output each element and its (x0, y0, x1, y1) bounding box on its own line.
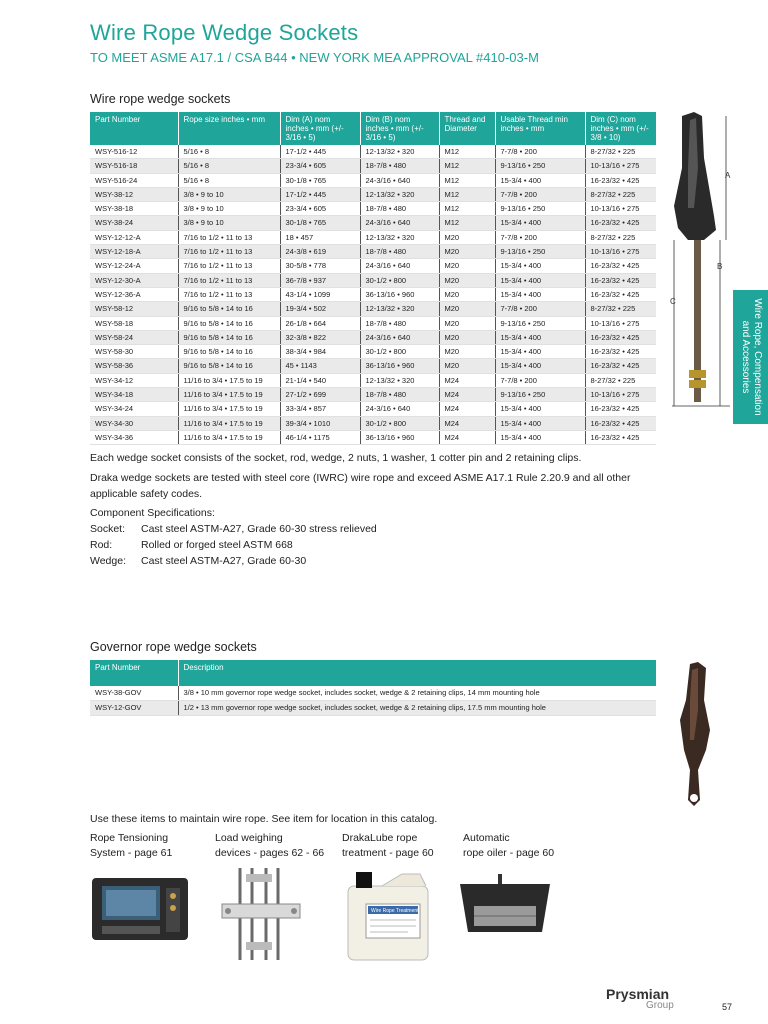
table-cell: 1/2 • 13 mm governor rope wedge socket, includes socket, wedge & 2 retaining clips, 17.5 mm mounting hole (178, 701, 656, 716)
spec-label: Rod: (90, 539, 113, 551)
governor-socket-table (90, 660, 656, 716)
table-cell: 18-7/8 • 480 (360, 202, 439, 216)
table-row (90, 416, 656, 430)
table-cell: 15-3/4 • 400 (495, 359, 585, 373)
table-cell: 24-3/16 • 640 (360, 402, 439, 416)
table-cell: 18-7/8 • 480 (360, 245, 439, 259)
col-header: Usable Thread min inches • mm (495, 112, 585, 145)
table-row (90, 359, 656, 373)
table-cell: WSY-58-18 (90, 316, 178, 330)
table-cell: M24 (439, 373, 495, 387)
table-cell: 3/8 • 9 to 10 (178, 216, 280, 230)
table-cell: M20 (439, 345, 495, 359)
table-row (90, 145, 656, 159)
table-cell: 9-13/16 • 250 (495, 316, 585, 330)
side-tab-line-2: and Accessories (739, 320, 751, 394)
table-cell: 24-3/16 • 640 (360, 330, 439, 344)
table-cell: 15-3/4 • 400 (495, 330, 585, 344)
table-cell: 9-13/16 • 250 (495, 202, 585, 216)
table-cell: 3/8 • 9 to 10 (178, 202, 280, 216)
table-cell: M20 (439, 245, 495, 259)
table-cell: M12 (439, 216, 495, 230)
maintain-item-caption (463, 831, 554, 861)
table-row (90, 230, 656, 244)
table-row (90, 686, 656, 701)
table-cell: WSY-516-18 (90, 159, 178, 173)
caption-line: devices - pages 62 - 66 (215, 847, 325, 859)
brand-logo: Prysmian (606, 986, 670, 1002)
table-cell: M12 (439, 173, 495, 187)
table-cell: 12-13/32 • 320 (360, 187, 439, 201)
table-cell: 30-1/2 • 800 (360, 273, 439, 287)
table-cell: 16-23/32 • 425 (585, 259, 656, 273)
table-cell: WSY-34-18 (90, 388, 178, 402)
table-cell: 5/16 • 8 (178, 173, 280, 187)
table-cell: WSY-34-24 (90, 402, 178, 416)
table-cell: M24 (439, 402, 495, 416)
table-cell: 16-23/32 • 425 (585, 216, 656, 230)
table-cell: 32-3/8 • 822 (280, 330, 360, 344)
table-cell: 16-23/32 • 425 (585, 273, 656, 287)
table-cell: 16-23/32 • 425 (585, 416, 656, 430)
table-cell: WSY-12-GOV (90, 701, 178, 716)
table-cell: 9-13/16 • 250 (495, 245, 585, 259)
table-cell: 11/16 to 3/4 • 17.5 to 19 (178, 402, 280, 416)
table-row (90, 187, 656, 201)
table-cell: M20 (439, 273, 495, 287)
jug-label-text: Wire Rope Treatment (371, 908, 419, 914)
side-tab-line-1: Wire Rope, Compensation (751, 298, 763, 416)
table-cell: 36-13/16 • 960 (360, 287, 439, 301)
table-cell: 24-3/16 • 640 (360, 173, 439, 187)
spec-line (90, 521, 377, 537)
table-cell: WSY-12-18-A (90, 245, 178, 259)
table-cell: WSY-12-24-A (90, 259, 178, 273)
page-number: 57 (722, 1002, 733, 1012)
table-cell: 16-23/32 • 425 (585, 402, 656, 416)
table-cell: 5/16 • 8 (178, 159, 280, 173)
table-cell: WSY-12-30-A (90, 273, 178, 287)
section-heading-wedge-sockets: Wire rope wedge sockets (90, 92, 231, 106)
caption-line: DrakaLube rope (342, 832, 418, 844)
table-cell: 43-1/4 • 1099 (280, 287, 360, 301)
table-cell: M20 (439, 359, 495, 373)
table-cell: 15-3/4 • 400 (495, 430, 585, 444)
table-cell: M20 (439, 287, 495, 301)
table-cell: 30-1/8 • 765 (280, 173, 360, 187)
table-cell: 24-3/16 • 640 (360, 259, 439, 273)
table-cell: 7-7/8 • 200 (495, 302, 585, 316)
spec-label: Socket: (90, 523, 126, 535)
table-row (90, 259, 656, 273)
dimension-label-a: A (725, 171, 731, 180)
col-header: Part Number (90, 660, 178, 686)
table-cell: 26-1/8 • 664 (280, 316, 360, 330)
col-header: Thread and Diameter (439, 112, 495, 145)
table-cell: M20 (439, 302, 495, 316)
spec-value: Rolled or forged steel ASTM 668 (141, 539, 293, 551)
table-cell: 18 • 457 (280, 230, 360, 244)
table-cell: 10-13/16 • 275 (585, 159, 656, 173)
table-cell: 12-13/32 • 320 (360, 373, 439, 387)
table-cell: 30-1/8 • 765 (280, 216, 360, 230)
table-row (90, 330, 656, 344)
table-cell: 12-13/32 • 320 (360, 302, 439, 316)
page-title: Wire Rope Wedge Sockets (90, 20, 359, 45)
maintain-item-caption (215, 831, 324, 861)
caption-line: System - page 61 (90, 847, 173, 859)
table-cell: 7-7/8 • 200 (495, 373, 585, 387)
table-cell: WSY-58-36 (90, 359, 178, 373)
dimension-label-c: C (670, 297, 676, 306)
table-cell: 15-3/4 • 400 (495, 345, 585, 359)
table-cell: 7-7/8 • 200 (495, 230, 585, 244)
table-cell: 36-13/16 • 960 (360, 359, 439, 373)
table-cell: 16-23/32 • 425 (585, 430, 656, 444)
caption-line: treatment - page 60 (342, 847, 434, 859)
table-cell: 23-3/4 • 605 (280, 202, 360, 216)
table-cell: 39-3/4 • 1010 (280, 416, 360, 430)
table-row (90, 316, 656, 330)
table-cell: WSY-34-36 (90, 430, 178, 444)
table-row (90, 302, 656, 316)
table-cell: 45 • 1143 (280, 359, 360, 373)
table-cell: 11/16 to 3/4 • 17.5 to 19 (178, 416, 280, 430)
table-cell: 24-3/8 • 619 (280, 245, 360, 259)
table-cell: 16-23/32 • 425 (585, 330, 656, 344)
table-cell: 3/8 • 9 to 10 (178, 187, 280, 201)
table-cell: WSY-38-GOV (90, 686, 178, 701)
table-cell: 15-3/4 • 400 (495, 287, 585, 301)
caption-line: Automatic (463, 832, 510, 844)
table-cell: 16-23/32 • 425 (585, 345, 656, 359)
table-cell: 9/16 to 5/8 • 14 to 16 (178, 330, 280, 344)
table-cell: WSY-34-12 (90, 373, 178, 387)
table-row (90, 345, 656, 359)
table-cell: 15-3/4 • 400 (495, 402, 585, 416)
rope-tensioning-device-image (90, 874, 192, 946)
table-cell: M24 (439, 416, 495, 430)
table-cell: 9/16 to 5/8 • 14 to 16 (178, 316, 280, 330)
col-header: Description (178, 660, 656, 686)
testing-note: Draka wedge sockets are tested with steel core (IWRC) wire rope and exceed ASME A17.1 Rule 2.20.9 and all other applicable safety codes. (90, 472, 631, 500)
table-cell: 7-7/8 • 200 (495, 187, 585, 201)
caption-line: Load weighing (215, 832, 283, 844)
table-cell: 7-7/8 • 200 (495, 145, 585, 159)
caption-line: rope oiler - page 60 (463, 847, 555, 859)
table-cell: M20 (439, 316, 495, 330)
table-cell: M20 (439, 259, 495, 273)
table-cell: M20 (439, 330, 495, 344)
spec-value: Cast steel ASTM-A27, Grade 60-30 stress relieved (141, 523, 377, 535)
table-row (90, 373, 656, 387)
table-cell: 8-27/32 • 225 (585, 230, 656, 244)
load-weighing-device-image (218, 866, 304, 962)
brand-logo-sub: Group (646, 1000, 674, 1011)
table-cell: 9/16 to 5/8 • 14 to 16 (178, 345, 280, 359)
table-cell: 7/16 to 1/2 • 11 to 13 (178, 259, 280, 273)
maintain-intro: Use these items to maintain wire rope. See item for location in this catalog. (90, 813, 438, 825)
table-cell: 8-27/32 • 225 (585, 302, 656, 316)
table-cell: M24 (439, 388, 495, 402)
table-cell: 21-1/4 • 540 (280, 373, 360, 387)
table-row (90, 701, 656, 716)
table-cell: 9-13/16 • 250 (495, 388, 585, 402)
table-cell: 7/16 to 1/2 • 11 to 13 (178, 230, 280, 244)
table-cell: 3/8 • 10 mm governor rope wedge socket, includes socket, wedge & 2 retaining clips, 14 mm mounting hole (178, 686, 656, 701)
table-cell: 18-7/8 • 480 (360, 159, 439, 173)
wedge-socket-table (90, 112, 656, 445)
table-cell: 11/16 to 3/4 • 17.5 to 19 (178, 388, 280, 402)
table-cell: 30-5/8 • 778 (280, 259, 360, 273)
spec-label: Wedge: (90, 555, 126, 567)
section-heading-governor: Governor rope wedge sockets (90, 640, 257, 654)
drakalube-jug-image (342, 868, 434, 964)
table-header-row (90, 660, 656, 686)
table-cell: 12-13/32 • 320 (360, 145, 439, 159)
table-cell: M20 (439, 230, 495, 244)
table-cell: 7/16 to 1/2 • 11 to 13 (178, 245, 280, 259)
table-cell: WSY-38-24 (90, 216, 178, 230)
table-cell: WSY-516-24 (90, 173, 178, 187)
table-cell: 15-3/4 • 400 (495, 173, 585, 187)
col-header: Dim (B) nom inches • mm (+/- 3/16 • 5) (360, 112, 439, 145)
table-row (90, 388, 656, 402)
table-cell: WSY-34-30 (90, 416, 178, 430)
rope-oiler-image (456, 870, 554, 942)
table-cell: 7/16 to 1/2 • 11 to 13 (178, 287, 280, 301)
section-side-tab (733, 290, 768, 424)
governor-socket-image (676, 660, 720, 810)
table-row (90, 430, 656, 444)
table-cell: 7/16 to 1/2 • 11 to 13 (178, 273, 280, 287)
col-header: Rope size inches • mm (178, 112, 280, 145)
table-cell: 10-13/16 • 275 (585, 316, 656, 330)
spec-line (90, 553, 306, 569)
table-cell: 12-13/32 • 320 (360, 230, 439, 244)
specs-heading: Component Specifications: (90, 507, 215, 519)
table-cell: 36-7/8 • 937 (280, 273, 360, 287)
table-cell: 9/16 to 5/8 • 14 to 16 (178, 302, 280, 316)
col-header: Part Number (90, 112, 178, 145)
table-cell: WSY-58-12 (90, 302, 178, 316)
table-cell: 8-27/32 • 225 (585, 187, 656, 201)
table-cell: WSY-38-18 (90, 202, 178, 216)
table-row (90, 202, 656, 216)
table-cell: M12 (439, 187, 495, 201)
table-cell: 36-13/16 • 960 (360, 430, 439, 444)
table-cell: 46-1/4 • 1175 (280, 430, 360, 444)
table-cell: 18-7/8 • 480 (360, 388, 439, 402)
table-cell: M24 (439, 430, 495, 444)
table-row (90, 273, 656, 287)
table-row (90, 245, 656, 259)
table-cell: WSY-58-24 (90, 330, 178, 344)
wedge-socket-diagram (660, 108, 736, 413)
table-cell: WSY-12-36-A (90, 287, 178, 301)
kit-contents-note: Each wedge socket consists of the socket, rod, wedge, 2 nuts, 1 washer, 1 cotter pin and 2 retaining clips. (90, 452, 582, 464)
table-cell: WSY-38-12 (90, 187, 178, 201)
table-row (90, 216, 656, 230)
table-cell: 10-13/16 • 275 (585, 202, 656, 216)
table-cell: 17-1/2 • 445 (280, 187, 360, 201)
table-cell: M12 (439, 202, 495, 216)
table-cell: WSY-12-12-A (90, 230, 178, 244)
table-cell: 30-1/2 • 800 (360, 416, 439, 430)
table-cell: 17-1/2 • 445 (280, 145, 360, 159)
table-cell: 10-13/16 • 275 (585, 388, 656, 402)
table-cell: 30-1/2 • 800 (360, 345, 439, 359)
table-cell: 15-3/4 • 400 (495, 416, 585, 430)
table-cell: 15-3/4 • 400 (495, 216, 585, 230)
spec-line (90, 537, 293, 553)
table-cell: 8-27/32 • 225 (585, 373, 656, 387)
table-cell: 27-1/2 • 699 (280, 388, 360, 402)
page-subtitle: TO MEET ASME A17.1 / CSA B44 • NEW YORK MEA APPROVAL #410-03-M (90, 50, 539, 65)
maintain-item-caption (342, 831, 434, 861)
table-row (90, 159, 656, 173)
col-header: Dim (A) nom inches • mm (+/- 3/16 • 5) (280, 112, 360, 145)
table-cell: WSY-516-12 (90, 145, 178, 159)
table-cell: 38-3/4 • 984 (280, 345, 360, 359)
table-cell: 16-23/32 • 425 (585, 359, 656, 373)
table-row (90, 173, 656, 187)
maintain-item-caption (90, 831, 172, 861)
table-cell: 16-23/32 • 425 (585, 287, 656, 301)
table-cell: 15-3/4 • 400 (495, 259, 585, 273)
table-cell: 33-3/4 • 857 (280, 402, 360, 416)
table-row (90, 402, 656, 416)
col-header: Dim (C) nom inches • mm (+/- 3/8 • 10) (585, 112, 656, 145)
table-cell: M12 (439, 159, 495, 173)
table-cell: 8-27/32 • 225 (585, 145, 656, 159)
table-cell: 11/16 to 3/4 • 17.5 to 19 (178, 373, 280, 387)
table-header-row (90, 112, 656, 145)
table-cell: WSY-58-30 (90, 345, 178, 359)
table-cell: 24-3/16 • 640 (360, 216, 439, 230)
table-cell: 19-3/4 • 502 (280, 302, 360, 316)
caption-line: Rope Tensioning (90, 832, 169, 844)
spec-value: Cast steel ASTM-A27, Grade 60-30 (141, 555, 307, 567)
table-cell: M12 (439, 145, 495, 159)
table-cell: 16-23/32 • 425 (585, 173, 656, 187)
table-cell: 23-3/4 • 605 (280, 159, 360, 173)
table-cell: 10-13/16 • 275 (585, 245, 656, 259)
table-cell: 18-7/8 • 480 (360, 316, 439, 330)
dimension-label-b: B (717, 262, 723, 271)
table-row (90, 287, 656, 301)
table-cell: 11/16 to 3/4 • 17.5 to 19 (178, 430, 280, 444)
table-cell: 15-3/4 • 400 (495, 273, 585, 287)
table-cell: 9-13/16 • 250 (495, 159, 585, 173)
table-cell: 5/16 • 8 (178, 145, 280, 159)
table-cell: 9/16 to 5/8 • 14 to 16 (178, 359, 280, 373)
